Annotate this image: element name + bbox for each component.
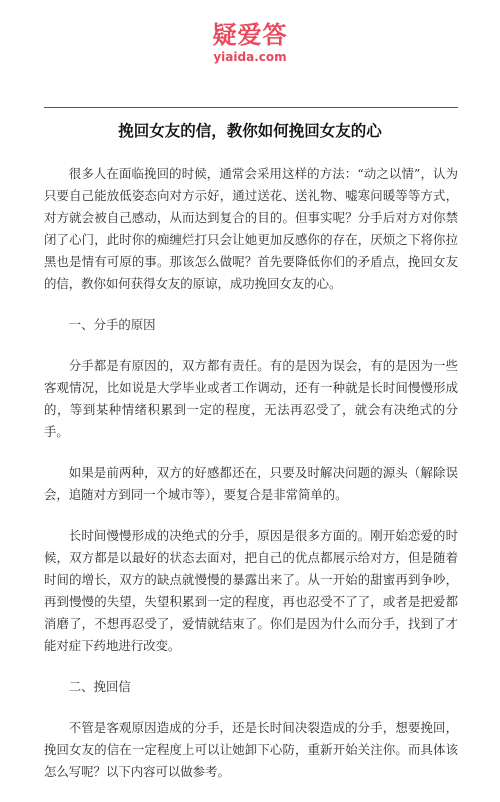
section-heading-letter: 二、挽回信 <box>68 679 131 694</box>
section-heading-breakup-reasons: 一、分手的原因 <box>68 317 156 332</box>
paragraph-breakup-reasons: 分手都是有原因的，双方都有责任。有的是因为误会，有的是因为一些客观情况，比如说是大学毕业或者工作调动，还有一种就是长时间慢慢形成的，等到某种情绪积累到一定的程度，无法再忍受了，就会有决绝式的分手。 <box>44 358 458 439</box>
paragraph-first-two-types: 如果是前两种，双方的好感都还在，只要及时解决问题的源头（解除误会，追随对方到同一个城市等），要复合是非常简单的。 <box>44 465 458 502</box>
article-title: 挽回女友的信，教你如何挽回女友的心 <box>118 121 382 140</box>
paragraph-intro: 很多人在面临挽回的时候，通常会采用这样的方法：“动之以情”，认为只要自己能放低姿态向对方示好，通过送花、送礼物、嘘寒问暖等等方式，对方就会被自己感动，从而达到复合的目的。但事实呢？分手后对方对你禁闭了心门，此时你的痴缠烂打只会让她更加反感你的存在，厌烦之下将你拉黑也是情有可原的事。那该怎么做呢？首先要降低你们的矛盾点，挽回女友的信，教你如何获得女友的原谅，成功挽回女友的心。 <box>44 166 458 291</box>
logo-chinese-text: 疑爱答 <box>212 21 288 49</box>
site-logo[interactable] <box>0 20 500 64</box>
paragraph-letter: 不管是客观原因造成的分手，还是长时间决裂造成的分手，想要挽回，挽回女友的信在一定程度上可以让她卸下心防，重新开始关注你。而具体该怎么写呢？以下内容可以做参考。 <box>44 720 458 779</box>
header-divider <box>44 107 458 108</box>
paragraph-long-term-breakup: 长时间慢慢形成的决绝式的分手，原因是很多方面的。刚开始恋爱的时候，双方都是以最好的状态去面对，把自己的优点都展示给对方，但是随着时间的增长，双方的缺点就慢慢的暴露出来了。从一开始的甜蜜再到争吵，再到慢慢的失望，失望积累到一定的程度，再也忍受不了了，或者是把爱都消磨了，不想再忍受了，爱情就结束了。你们是因为什么而分手，找到了才能对症下药地进行改变。 <box>44 528 458 653</box>
article-body <box>44 163 458 802</box>
logo-domain-text: yiaida.com <box>213 50 287 64</box>
